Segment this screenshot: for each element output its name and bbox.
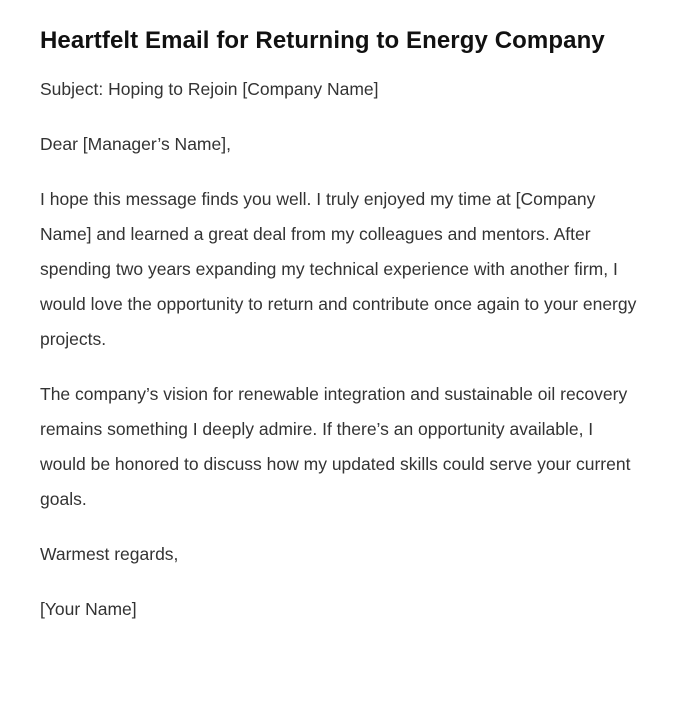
body-paragraph-2: The company’s vision for renewable integration and sustainable oil recovery remains something I deeply admire. If there’s an opportunity available, I would be honored to discuss how my updated skills could serve your current goals. xyxy=(40,384,631,509)
subject-line: Subject: Hoping to Rejoin [Company Name] xyxy=(40,79,379,99)
page-title: Heartfelt Email for Returning to Energy Company xyxy=(40,27,605,54)
closing: Warmest regards, xyxy=(40,544,179,564)
signature-placeholder: [Your Name] xyxy=(40,599,137,619)
salutation: Dear [Manager’s Name], xyxy=(40,134,231,154)
body-paragraph-1: I hope this message finds you well. I truly enjoyed my time at [Company Name] and learned a great deal from my colleagues and mentors. After spending two years expanding my technical experience with another firm, I would love the opportunity to return and contribute once again to your energy projects. xyxy=(40,189,637,349)
